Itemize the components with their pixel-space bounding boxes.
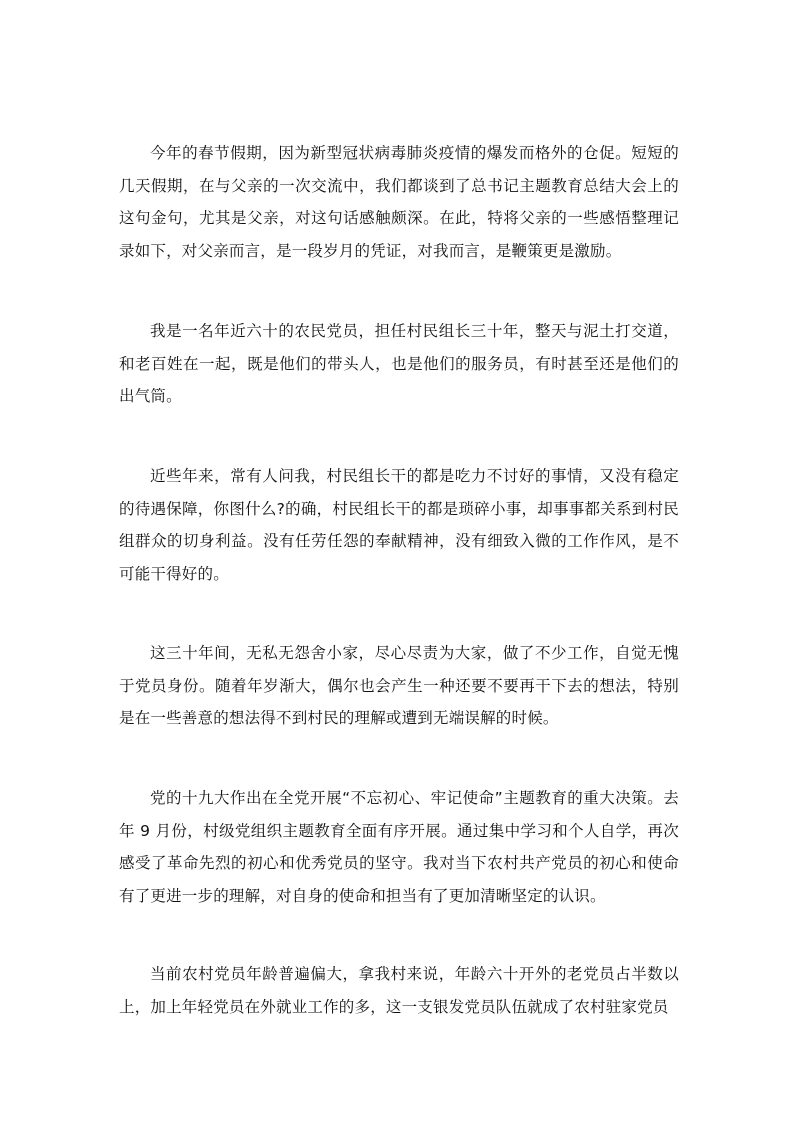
paragraph-1: 今年的春节假期，因为新型冠状病毒肺炎疫情的爆发而格外的仓促。短短的几天假期，在与父亲的一次交流中，我们都谈到了总书记主题教育总结大会上的这句金句，尤其是父亲，对这句话感触颇深。在此，特将父亲的一些感悟整理记录如下，对父亲而言，是一段岁月的凭证，对我而言，是鞭策更是激励。	[119, 144, 679, 260]
paragraph-5: 党的十九大作出在全党开展“不忘初心、牢记使命”主题教育的重大决策。去年 9 月份，村级党组织主题教育全面有序开展。通过集中学习和个人自学，再次感受了革命先烈的初心和优秀党员的坚守。我对当下农村共产党员的初心和使命有了更进一步的理解，对自身的使命和担当有了更加清晰坚定的认识。	[119, 789, 679, 905]
paragraph-2: 我是一名年近六十的农民党员，担任村民组长三十年，整天与泥土打交道，和老百姓在一起，既是他们的带头人，也是他们的服务员，有时甚至还是他们的出气筒。	[119, 322, 679, 405]
paragraph-6: 当前农村党员年龄普遍偏大，拿我村来说，年龄六十开外的老党员占半数以上，加上年轻党员在外就业工作的多，这一支银发党员队伍就成了农村驻家党员	[119, 965, 679, 1016]
paragraph-3: 近些年来，常有人问我，村民组长干的都是吃力不讨好的事情，又没有稳定的待遇保障，你图什么?的确，村民组长干的都是琐碎小事，却事事都关系到村民组群众的切身利益。没有任劳任怨的奉献精神，没有细致入微的工作作风，是不可能干得好的。	[119, 467, 679, 583]
paragraph-4: 这三十年间，无私无怨舍小家，尽心尽责为大家，做了不少工作，自觉无愧于党员身份。随着年岁渐大，偶尔也会产生一种还要不要再干下去的想法，特别是在一些善意的想法得不到村民的理解或遭到无端误解的时候。	[119, 644, 679, 727]
